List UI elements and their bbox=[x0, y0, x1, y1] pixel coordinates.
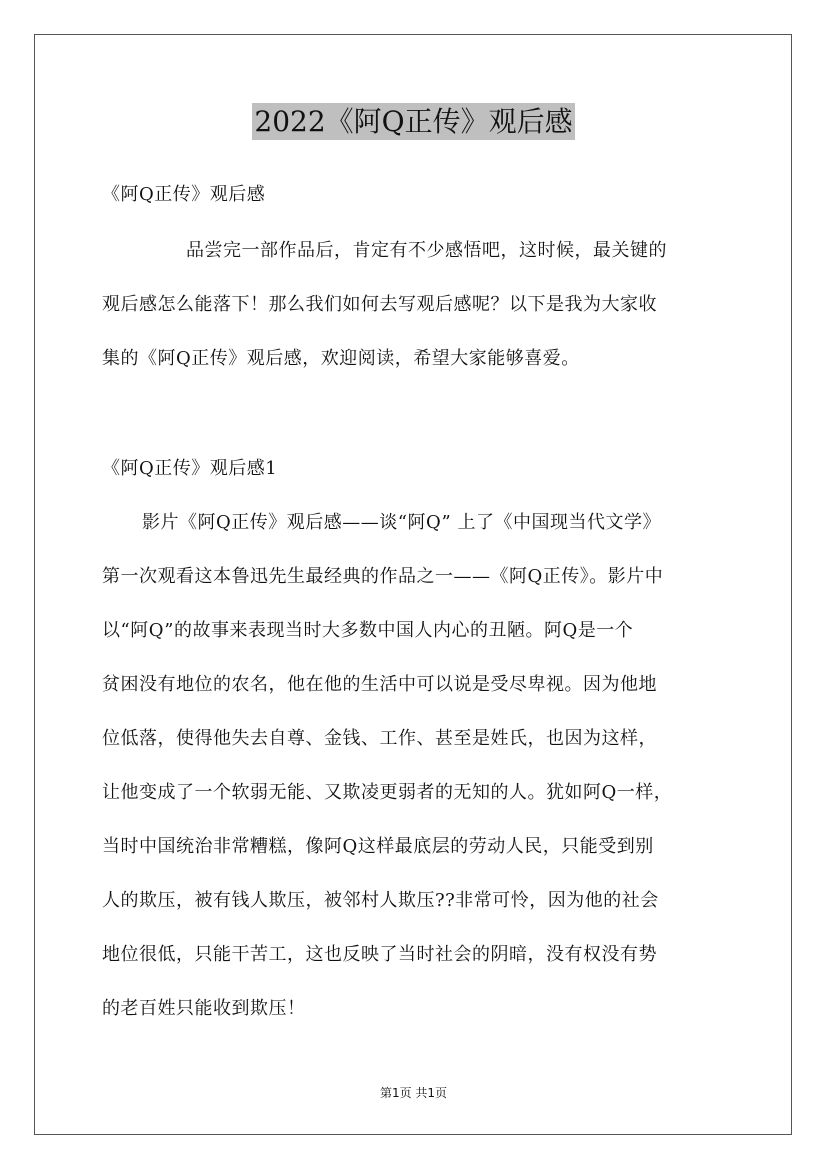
body-line: 的老百姓只能收到欺压！ bbox=[102, 998, 306, 1019]
body-line: 以“阿Q”的故事来表现当时大多数中国人内心的丑陋。阿Q是一个 bbox=[102, 620, 634, 641]
body-line: 贫困没有地位的农名，他在他的生活中可以说是受尽卑视。因为他地 bbox=[102, 674, 657, 695]
subtitle: 《阿Q正传》观后感 bbox=[102, 184, 266, 205]
body-line: 人的欺压，被有钱人欺压，被邻村人欺压??非常可怜，因为他的社会 bbox=[102, 890, 659, 911]
page-footer: 第1页 共1页 bbox=[379, 1086, 448, 1100]
body-line: 第一次观看这本鲁迅先生最经典的作品之一——《阿Q正传》。影片中 bbox=[102, 566, 664, 587]
body-line: 地位很低，只能干苦工，这也反映了当时社会的阴暗，没有权没有势 bbox=[102, 944, 657, 965]
body-line: 位低落，使得他失去自尊、金钱、工作、甚至是姓氏，也因为这样， bbox=[102, 728, 657, 749]
body-line: 让他变成了一个软弱无能、又欺凌更弱者的无知的人。犹如阿Q一样， bbox=[102, 782, 673, 803]
document-title-wrap bbox=[0, 102, 827, 142]
document-title: 2022《阿Q正传》观后感 bbox=[254, 105, 573, 138]
intro-line: 观后感怎么能落下！那么我们如何去写观后感呢？以下是我为大家收 bbox=[102, 294, 657, 315]
body-line: 当时中国统治非常糟糕，像阿Q这样最底层的劳动人民，只能受到别 bbox=[102, 836, 654, 857]
intro-line: 集的《阿Q正传》观后感，欢迎阅读，希望大家能够喜爱。 bbox=[102, 348, 580, 369]
section-heading: 《阿Q正传》观后感1 bbox=[102, 458, 278, 479]
body-line: 影片《阿Q正传》观后感——谈“阿Q” 上了《中国现当代文学》 bbox=[142, 512, 661, 533]
intro-line: 品尝完一部作品后，肯定有不少感悟吧，这时候，最关键的 bbox=[186, 240, 667, 261]
